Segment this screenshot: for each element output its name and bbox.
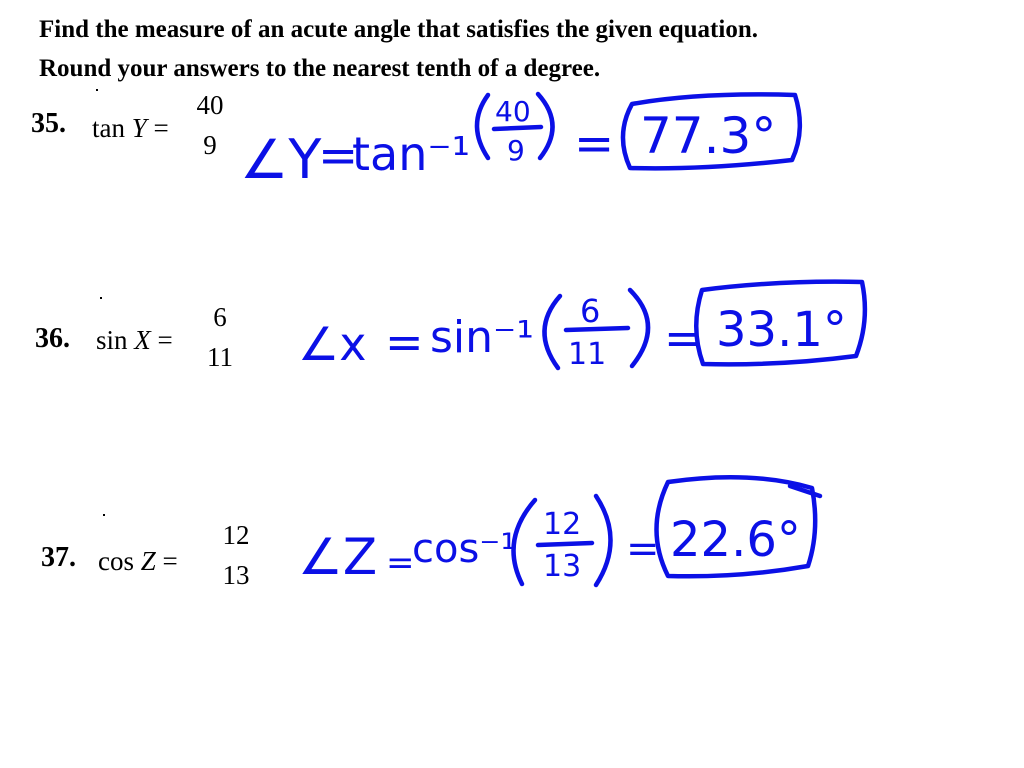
variable: Z [140, 546, 156, 576]
work-37 [298, 477, 820, 586]
work-37-inverse: cos⁻¹ [412, 526, 517, 572]
work-36-answer: 33.1° [716, 302, 847, 358]
work-37-left-paren [514, 500, 535, 584]
work-35-equals-2: = [574, 116, 615, 172]
denominator: 13 [222, 560, 250, 590]
denominator: 11 [207, 342, 233, 372]
problem-number-35: 35. [31, 108, 66, 139]
work-35-numerator: 40 [495, 95, 531, 128]
work-35-left-paren [477, 95, 488, 158]
problem-number-37: 37. [41, 542, 76, 573]
work-37-right-paren [596, 496, 611, 585]
work-37-numerator: 12 [543, 507, 582, 542]
instructions-line-2: Round your answers to the nearest tenth of a degree. [39, 55, 601, 82]
instructions-line-1: Find the measure of an acute angle that satisfies the given equation. [39, 16, 758, 43]
variable: X [134, 325, 151, 355]
work-36-left-paren [544, 296, 560, 368]
work-37-angle: ∠Z [298, 528, 378, 586]
work-35-fraction-bar [494, 127, 541, 129]
variable: Y [131, 113, 147, 143]
function-name: sin [96, 325, 128, 355]
numerator: 6 [213, 302, 227, 332]
work-36-denominator: 11 [568, 337, 607, 372]
work-36-equals-2: = [664, 311, 703, 365]
work-36-inverse: sin⁻¹ [430, 312, 534, 363]
work-35-answer: 77.3° [640, 107, 777, 165]
work-36-numerator: 6 [580, 292, 601, 330]
function-name: tan [92, 113, 125, 143]
numerator: 12 [222, 520, 250, 550]
work-35-denominator: 9 [507, 134, 525, 167]
equals-sign: = [162, 546, 178, 576]
problem-number-36: 36. [35, 323, 70, 354]
numerator: 40 [196, 90, 224, 120]
work-35-angle: ∠Y [240, 128, 322, 191]
work-37-equals-2: = [626, 526, 660, 572]
work-37-denominator: 13 [543, 549, 582, 584]
work-37-equals: = [386, 543, 415, 583]
work-36-equals: = [385, 315, 424, 369]
work-36 [298, 282, 865, 372]
work-35-equals: = [318, 128, 359, 184]
work-36-right-paren [630, 290, 648, 366]
work-35-inverse: tan⁻¹ [352, 127, 471, 181]
denominator: 9 [203, 130, 217, 160]
function-name: cos [98, 546, 134, 576]
equals-sign: = [153, 113, 169, 143]
work-36-angle: ∠x [298, 317, 367, 371]
equals-sign: = [157, 325, 173, 355]
work-37-fraction-bar [538, 543, 592, 545]
work-36-fraction-bar [566, 328, 628, 330]
work-37-answer: 22.6° [670, 512, 801, 568]
work-35 [240, 94, 800, 191]
